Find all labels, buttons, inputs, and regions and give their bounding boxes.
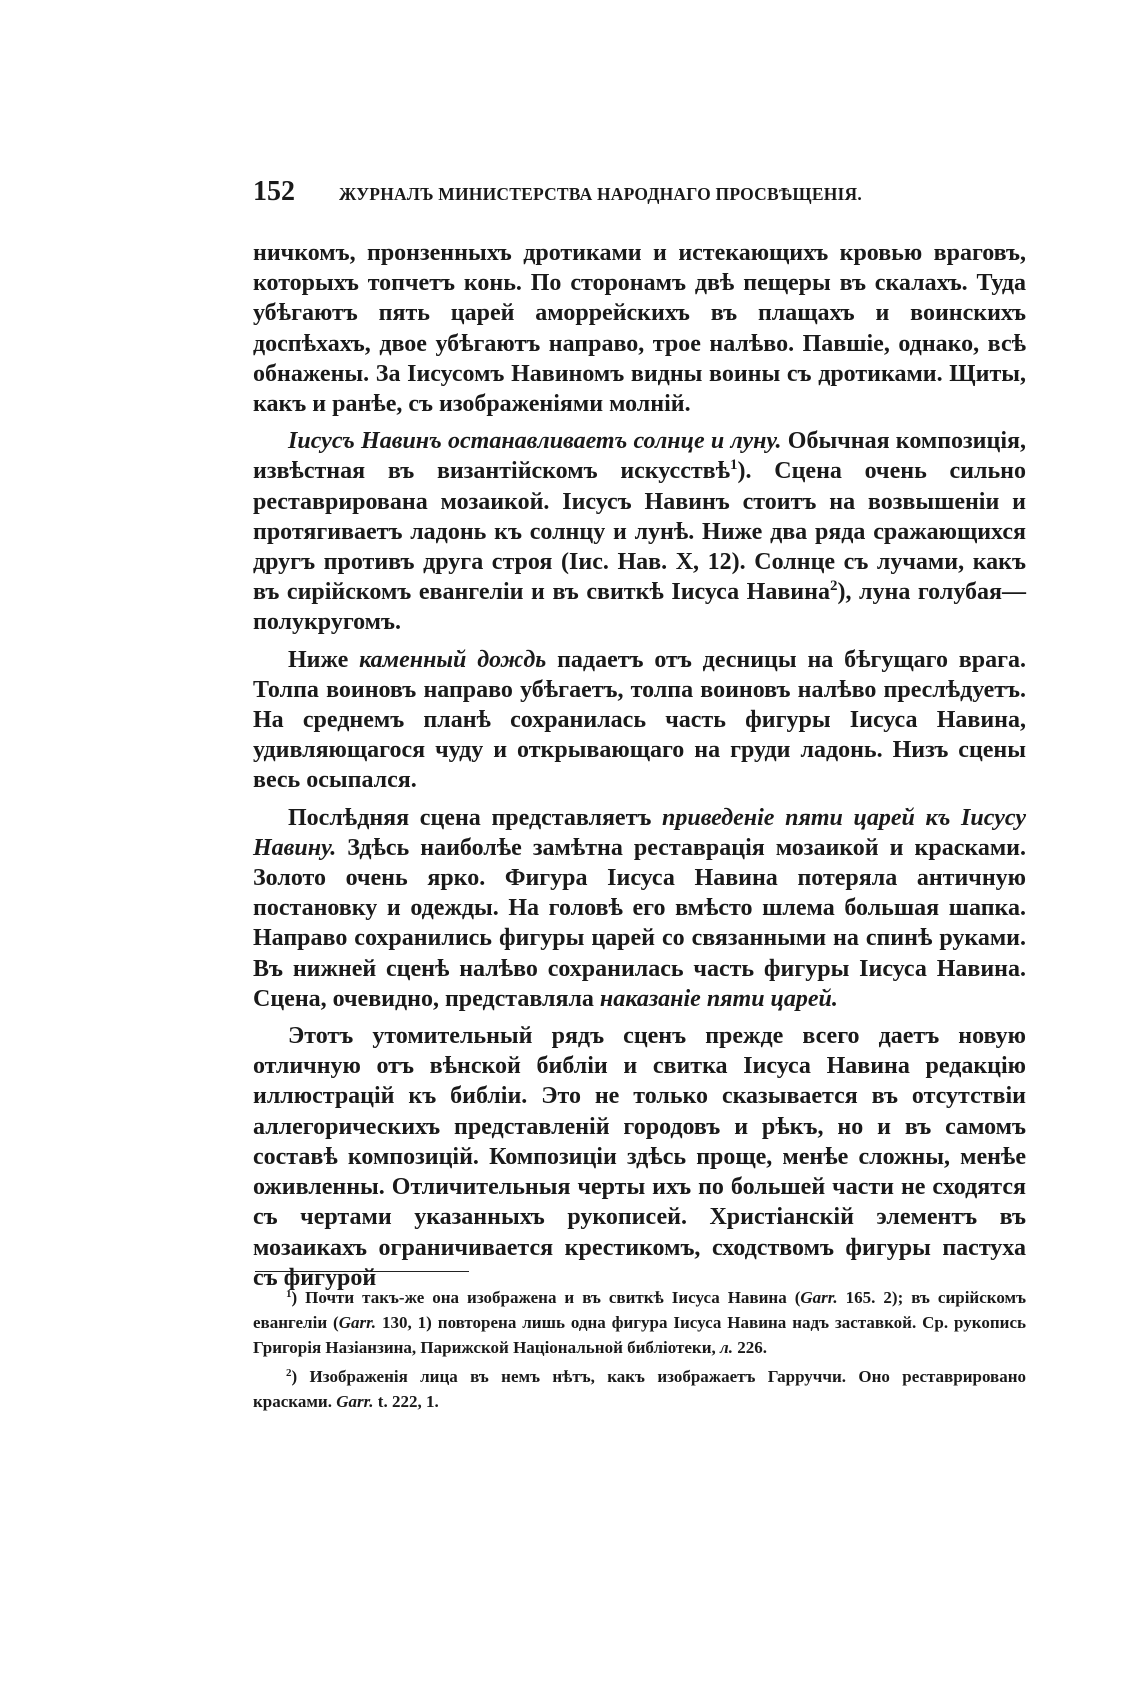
footnote-1-italic-1: Garr. xyxy=(800,1288,838,1307)
paragraph-4-italic-1: приведеніе пяти царей къ Іисусу Навину. xyxy=(253,804,1027,861)
paragraph-5 xyxy=(253,1021,1026,1293)
running-head xyxy=(253,176,1033,216)
footnote-1-text-4: 226. xyxy=(733,1338,767,1357)
paragraph-3-text-1: Ниже xyxy=(288,646,360,673)
footnote-1-italic-3: л. xyxy=(720,1338,733,1357)
footnotes xyxy=(253,1285,1026,1414)
footnote-2-mark: 2 xyxy=(286,1367,292,1379)
footnote-ref-2: 2 xyxy=(829,578,838,595)
footnote-2-text-2: t. 222, 1. xyxy=(373,1392,439,1411)
footnote-2-italic-1: Garr. xyxy=(336,1392,374,1411)
paragraph-2-text-3: ), луна голубая—полукругомъ. xyxy=(253,579,1026,636)
paragraph-2 xyxy=(253,426,1026,637)
footnote-1-text-2: 165. 2); въ сирійскомъ евангеліи ( xyxy=(253,1288,1026,1332)
footnote-divider xyxy=(255,1271,469,1272)
body-text xyxy=(253,238,1026,1293)
paragraph-3-italic: каменный дождь xyxy=(359,646,547,673)
footnote-2 xyxy=(253,1364,1026,1414)
paragraph-3 xyxy=(253,645,1026,796)
footnote-1-text-3: 130, 1) повторена лишь одна фигура Іисуса Навина надъ заставкой. Ср. рукопись Григорія Назіанзина, Парижской Національной библіотеки, xyxy=(253,1313,1026,1357)
footnote-1 xyxy=(253,1285,1026,1360)
journal-title: ЖУРНАЛЪ МИНИСТЕРСТВА НАРОДНАГО ПРОСВѢЩЕНІЯ. xyxy=(339,184,862,204)
paragraph-1-text: ничкомъ, пронзенныхъ дротиками и истекающихъ кровью враговъ, которыхъ топчетъ конь. По сторонамъ двѣ пещеры въ скалахъ. Туда убѣгаютъ пять царей аморрейскихъ въ плащахъ и воинскихъ доспѣхахъ, двое убѣгаютъ направо, трое налѣво. Павшіе, однако, всѣ обнажены. За Іисусомъ Навиномъ видны воины съ дротиками. Щиты, какъ и ранѣе, съ изображеніями молній. xyxy=(253,240,1026,418)
footnote-1-text-1: ) Почти такъ-же она изображена и въ свиткѣ Іисуса Навина ( xyxy=(291,1288,801,1307)
paragraph-5-text: Этотъ утомительный рядъ сценъ прежде всего даетъ новую отличную отъ вѣнской библіи и свитка Іисуса Навина редакцію иллюстрацій къ библіи. Это не только сказывается въ отсутствіи аллегорическихъ представленій городовъ и рѣкъ, но и въ самомъ составѣ композицій. Композиціи здѣсь проще, менѣе сложны, менѣе оживленны. Отличительныя черты ихъ по большей части не сходятся съ чертами указанныхъ рукописей. Христіанскій элементъ въ мозаикахъ ограничивается крестикомъ, сходствомъ фигуры пастуха съ фигурой xyxy=(253,1023,1026,1291)
footnote-1-mark: 1 xyxy=(286,1288,292,1300)
paragraph-4-text-1: Послѣдняя сцена представляетъ xyxy=(288,804,663,831)
paragraph-3-text-2: падаетъ отъ десницы на бѣгущаго врага. Толпа воиновъ направо убѣгаетъ, толпа воиновъ налѣво преслѣдуетъ. На среднемъ планѣ сохранилась часть фигуры Іисуса Навина, удивляющагося чуду и открывающаго на груди ладонь. Низъ сцены весь осыпался. xyxy=(253,646,1027,794)
paragraph-4 xyxy=(253,803,1026,1014)
paragraph-4-italic-2: наказаніе пяти царей. xyxy=(599,985,838,1012)
paragraph-2-text-1: Обычная композиція, извѣстная въ византійскомъ искусствѣ xyxy=(253,428,1026,485)
paragraph-4-text-2: Здѣсь наиболѣе замѣтна реставрація мозаикой и красками. Золото очень ярко. Фигура Іисуса Навина потеряла античную постановку и одежды. На головѣ его вмѣсто шлема большая шапка. Направо сохранились фигуры царей со связанными на спинѣ руками. Въ нижней сценѣ налѣво сохранилась часть фигуры Іисуса Навина. Сцена, очевидно, представляла xyxy=(253,834,1026,1012)
footnote-1-italic-2: Garr. xyxy=(338,1313,377,1332)
page-number: 152 xyxy=(253,176,295,207)
footnote-2-text-1: ) Изображенія лица въ немъ нѣтъ, какъ изображаетъ Гарруччи. Оно реставрировано красками. xyxy=(253,1367,1026,1411)
footnote-ref-1: 1 xyxy=(730,457,738,474)
paragraph-2-text-2: ). Сцена очень сильно реставрирована мозаикой. Іисусъ Навинъ стоитъ на возвышеніи и протягиваетъ ладонь къ солнцу и лунѣ. Ниже два ряда сражающихся другъ противъ друга строя (Іис. Нав. X, 12). Солнце съ лучами, какъ въ сирійскомъ евангеліи и въ свиткѣ Іисуса Навина xyxy=(253,458,1026,606)
paragraph-2-heading: Іисусъ Навинъ останавливаетъ солнце и луну. xyxy=(288,428,782,455)
paragraph-1 xyxy=(253,238,1026,419)
